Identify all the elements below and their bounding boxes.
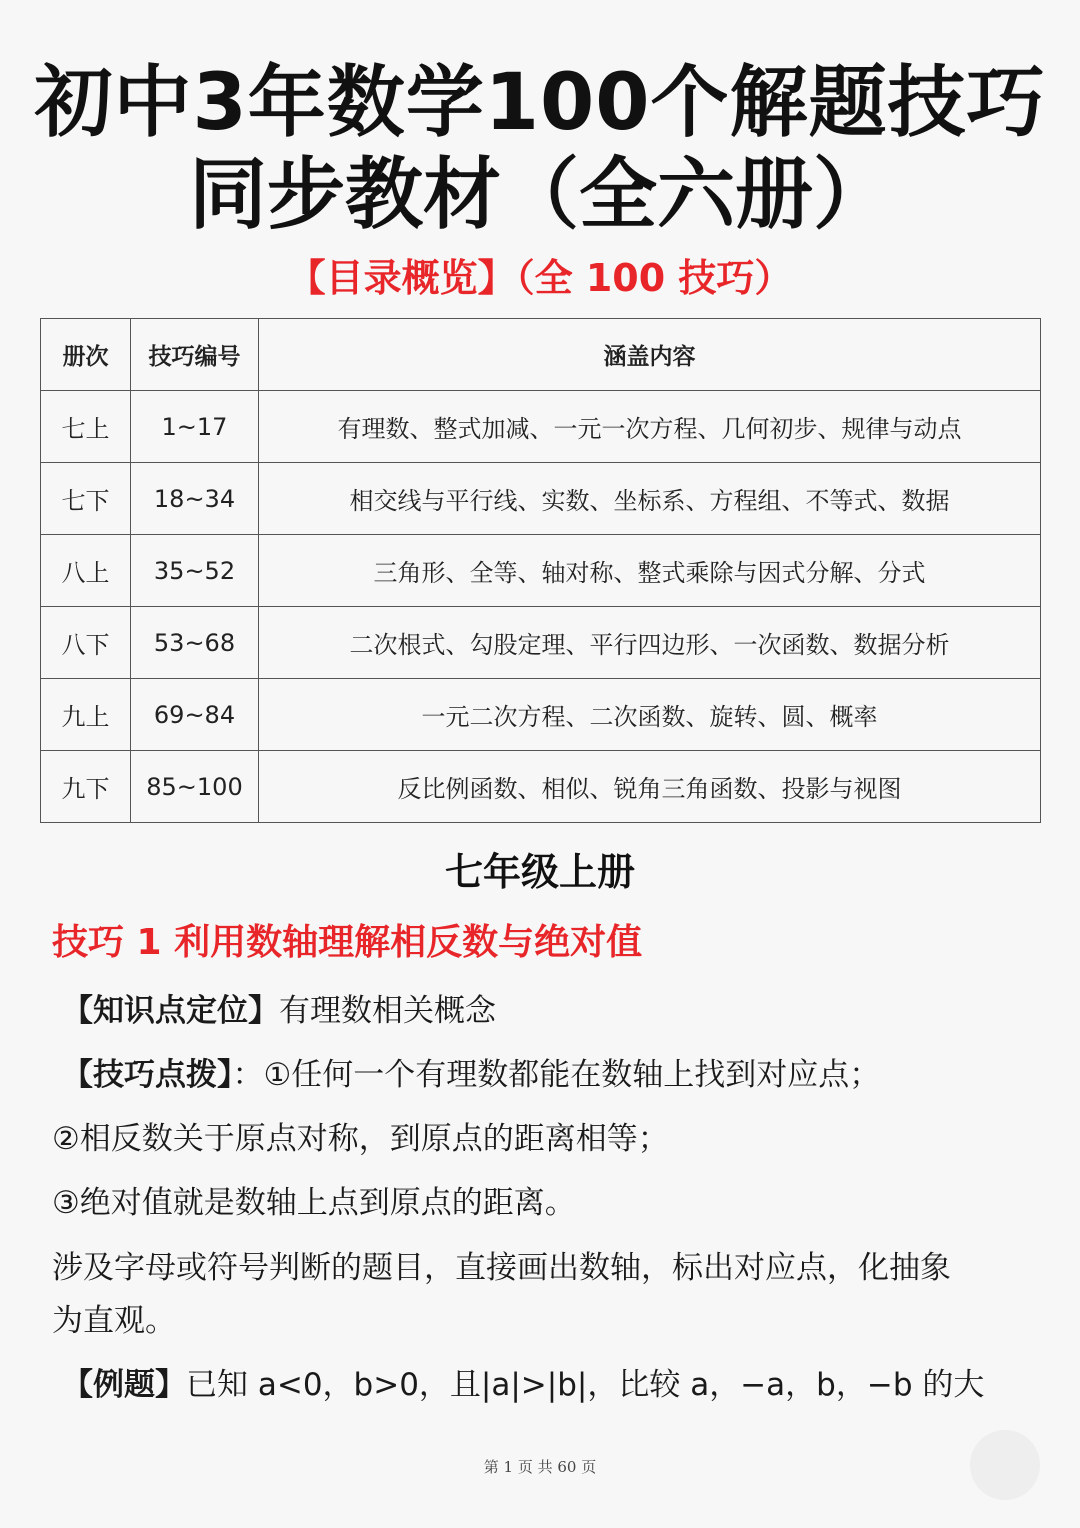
toc-subtitle: 【目录概览】（全 100 技巧） xyxy=(287,256,793,300)
section-title: 七年级上册 xyxy=(444,850,635,894)
table-row xyxy=(41,679,1041,751)
cell-tip-number: 35~52 xyxy=(131,535,259,607)
example-label: 【例题】 xyxy=(62,1367,186,1403)
cell-content: 一元二次方程、二次函数、旋转、圆、概率 xyxy=(259,679,1041,751)
header-tip-number: 技巧编号 xyxy=(131,319,259,391)
cell-content: 有理数、整式加减、一元一次方程、几何初步、规律与动点 xyxy=(259,391,1041,463)
cell-volume: 九上 xyxy=(41,679,131,751)
cell-content: 反比例函数、相似、锐角三角函数、投影与视图 xyxy=(259,751,1041,823)
table-row xyxy=(41,391,1041,463)
example-text: 已知 a<0，b>0，且|a|>|b|，比较 a，−a，b，−b 的大 xyxy=(186,1367,985,1403)
knowledge-label: 【知识点定位】 xyxy=(62,993,279,1029)
tip-text-2: ②相反数关于原点对称，到原点的距离相等； xyxy=(52,1121,669,1157)
cell-volume: 七上 xyxy=(41,391,131,463)
table-header-row xyxy=(41,319,1041,391)
page-title-line2: 同步教材（全六册） xyxy=(188,150,891,240)
cell-tip-number: 85~100 xyxy=(131,751,259,823)
cell-tip-number: 53~68 xyxy=(131,607,259,679)
cell-content: 相交线与平行线、实数、坐标系、方程组、不等式、数据 xyxy=(259,463,1041,535)
cell-volume: 八上 xyxy=(41,535,131,607)
header-content: 涵盖内容 xyxy=(259,319,1041,391)
page-title-line1: 初中3年数学100个解题技巧 xyxy=(34,58,1046,148)
page-footer: 第 1 页 共 60 页 xyxy=(483,1458,597,1476)
cell-content: 三角形、全等、轴对称、整式乘除与因式分解、分式 xyxy=(259,535,1041,607)
header-volume: 册次 xyxy=(41,319,131,391)
table-row xyxy=(41,607,1041,679)
knowledge-text: 有理数相关概念 xyxy=(279,993,496,1029)
table-row xyxy=(41,535,1041,607)
example-line xyxy=(62,1362,984,1408)
floating-scroll-button[interactable] xyxy=(970,1430,1040,1500)
tip-text-4: 涉及字母或符号判断的题目，直接画出数轴，标出对应点，化抽象 xyxy=(52,1250,951,1286)
cell-content: 二次根式、勾股定理、平行四边形、一次函数、数据分析 xyxy=(259,607,1041,679)
tip-text-5: 为直观。 xyxy=(52,1303,176,1339)
tip-title: 技巧 1 利用数轴理解相反数与绝对值 xyxy=(52,922,643,963)
tip-text-1: ：①任何一个有理数都能在数轴上找到对应点； xyxy=(232,1057,881,1093)
cell-tip-number: 1~17 xyxy=(131,391,259,463)
toc-table xyxy=(40,318,1041,823)
tip-label: 【技巧点拨】 xyxy=(62,1057,233,1093)
table-row xyxy=(41,751,1041,823)
cell-volume: 九下 xyxy=(41,751,131,823)
cell-tip-number: 69~84 xyxy=(131,679,259,751)
knowledge-line xyxy=(62,988,496,1034)
cell-volume: 七下 xyxy=(41,463,131,535)
table-row xyxy=(41,463,1041,535)
cell-tip-number: 18~34 xyxy=(131,463,259,535)
tip-line xyxy=(62,1052,880,1098)
cell-volume: 八下 xyxy=(41,607,131,679)
tip-text-3: ③绝对值就是数轴上点到原点的距离。 xyxy=(52,1185,576,1221)
